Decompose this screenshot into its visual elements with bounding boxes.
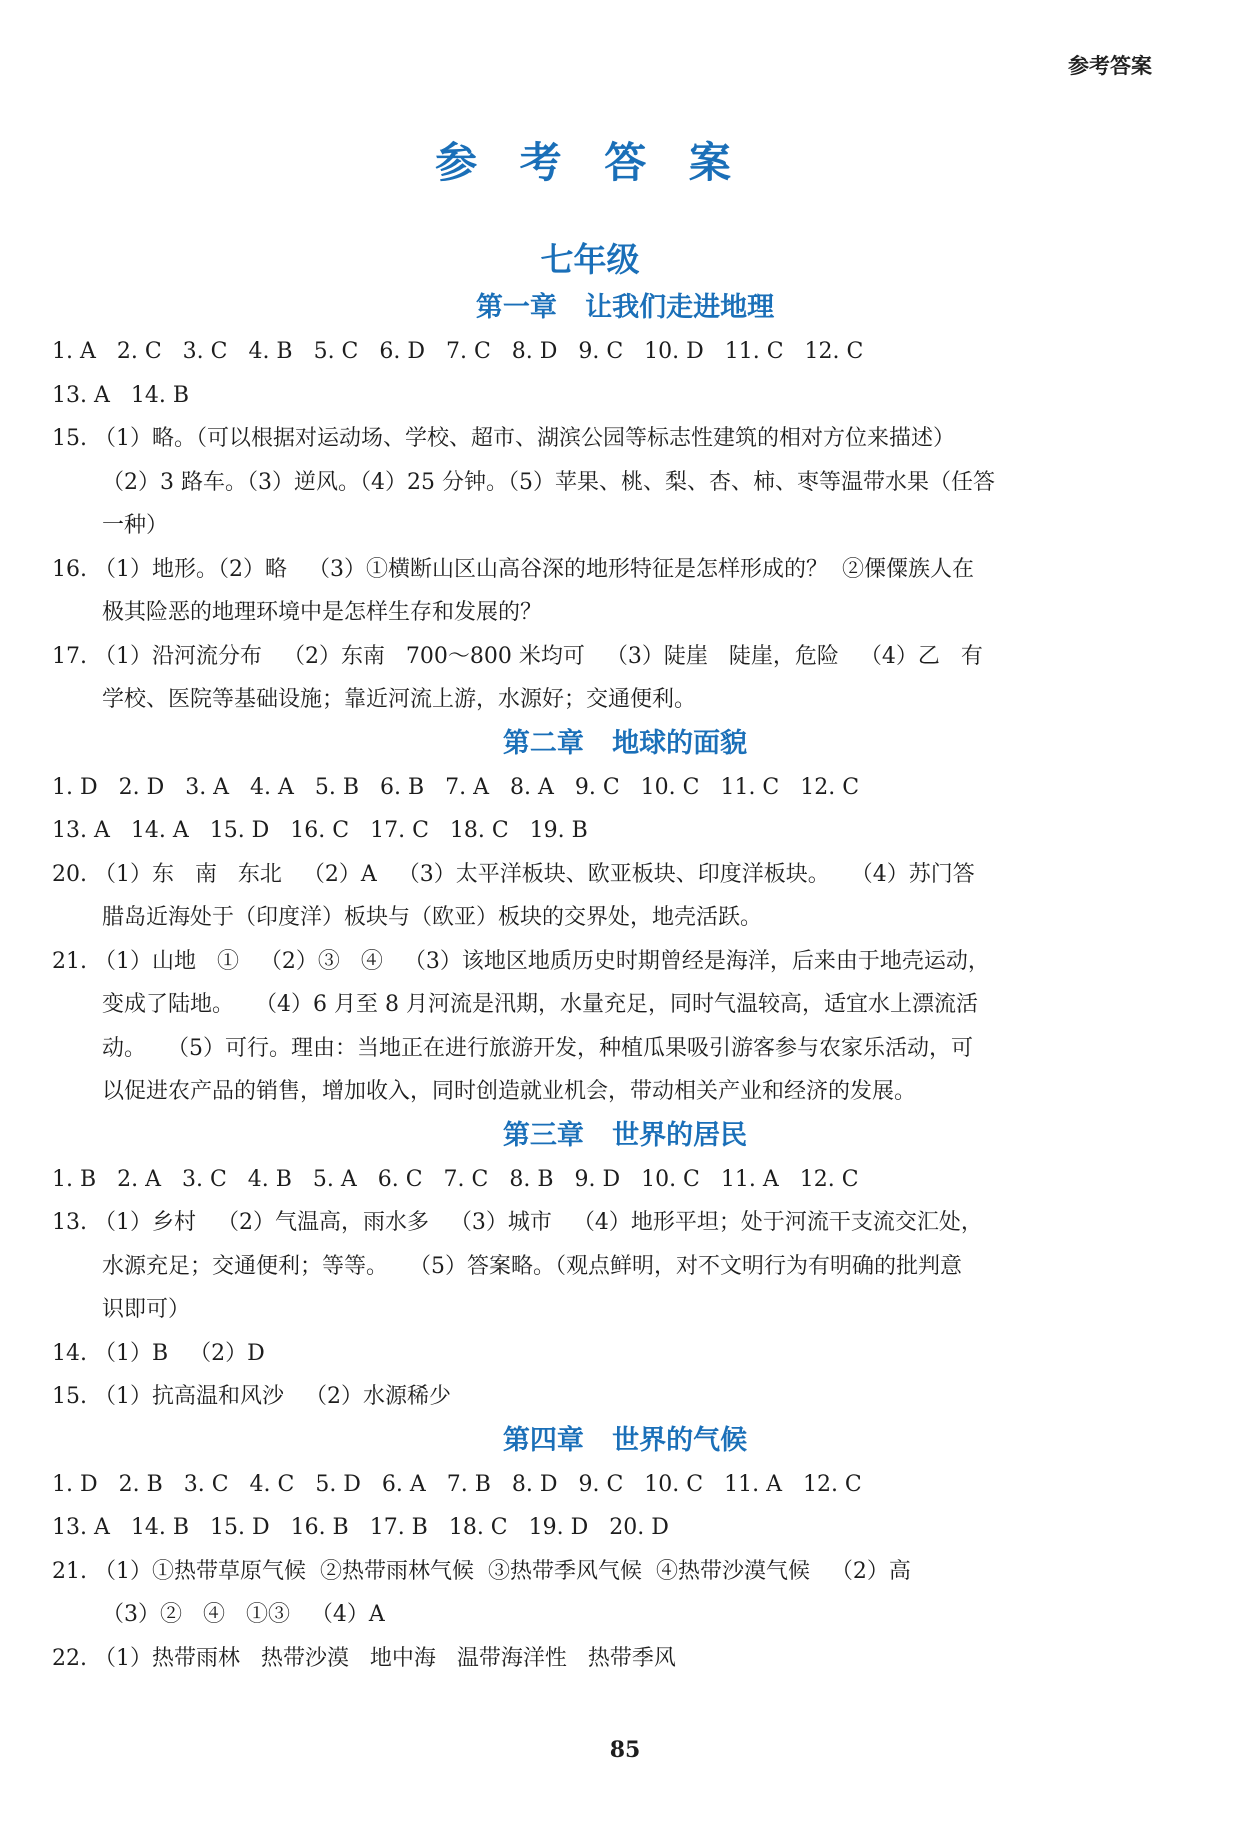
chapter-1-heading: 第一章 让我们走进地理 bbox=[475, 292, 775, 323]
answer-line: 13. A 14. B bbox=[52, 382, 189, 408]
running-header: 参考答案 bbox=[1068, 54, 1152, 78]
answer-line: 极其险恶的地理环境中是怎样生存和发展的？ bbox=[102, 600, 543, 625]
answer-line: 动。 （5）可行。理由：当地正在进行旅游开发，种植瓜果吸引游客参与农家乐活动，可 bbox=[102, 1035, 973, 1061]
chapter-4-heading: 第四章 世界的气候 bbox=[502, 1424, 748, 1456]
answer-line: 15. （1）略。（可以根据对运动场、学校、超市、湖滨公园等标志性建筑的相对方位来描述） bbox=[52, 426, 955, 451]
grade-heading: 七年级 bbox=[540, 240, 640, 279]
answer-line: 17. （1）沿河流分布 （2）东南 700～800 米均可 （3）陡崖 陡崖，危险 （4）乙 有 bbox=[52, 643, 983, 669]
answer-line: 22. （1）热带雨林 热带沙漠 地中海 温带海洋性 热带季风 bbox=[52, 1645, 676, 1671]
answer-line: 1. B 2. A 3. C 4. B 5. A 6. C 7. C 8. B 9. D 10. C 11. A 12. C bbox=[52, 1166, 859, 1192]
chapter-3-heading: 第三章 世界的居民 bbox=[502, 1119, 748, 1151]
answer-line: 1. D 2. D 3. A 4. A 5. B 6. B 7. A 8. A 9. C 10. C 11. C 12. C bbox=[52, 774, 860, 800]
answer-line: 16. （1）地形。（2）略 （3）①横断山区山高谷深的地形特征是怎样形成的？ ②傈僳族人在 bbox=[52, 556, 974, 582]
answer-line: 1. D 2. B 3. C 4. C 5. D 6. A 7. B 8. D 9. C 10. C 11. A 12. C bbox=[52, 1471, 862, 1497]
answer-line: 13. A 14. B 15. D 16. B 17. B 18. C 19. D 20. D bbox=[52, 1515, 669, 1540]
answer-line: 一种） bbox=[102, 513, 169, 538]
page-number: 85 bbox=[609, 1737, 641, 1763]
answer-line: 15. （1）抗高温和风沙 （2）水源稀少 bbox=[52, 1384, 451, 1409]
answer-line: 13. A 14. A 15. D 16. C 17. C 18. C 19. B bbox=[52, 818, 588, 843]
answer-line: 水源充足；交通便利；等等。 （5）答案略。（观点鲜明，对不文明行为有明确的批判意 bbox=[102, 1253, 962, 1279]
answer-line: 腊岛近海处于（印度洋）板块与（欧亚）板块的交界处，地壳活跃。 bbox=[102, 905, 763, 930]
answer-line: 识即可） bbox=[102, 1297, 191, 1322]
answer-line: 21. （1）山地 ① （2）③ ④ （3）该地区地质历史时期曾经是海洋，后来由于地壳运动， bbox=[52, 948, 990, 974]
answer-line: 以促进农产品的销售，增加收入，同时创造就业机会，带动相关产业和经济的发展。 bbox=[102, 1079, 917, 1104]
answer-line: 1. A 2. C 3. C 4. B 5. C 6. D 7. C 8. D 9. C 10. D 11. C 12. C bbox=[52, 339, 864, 364]
answer-line: 14. （1）B （2）D bbox=[52, 1340, 265, 1366]
answer-line: 13. （1）乡村 （2）气温高，雨水多 （3）城市 （4）地形平坦；处于河流干支流交汇处， bbox=[52, 1210, 983, 1235]
chapter-2-heading: 第二章 地球的面貌 bbox=[502, 727, 748, 759]
page-title: 参 考 答 案 bbox=[435, 138, 745, 187]
answer-line: 学校、医院等基础设施；靠近河流上游，水源好；交通便利。 bbox=[102, 687, 697, 712]
answer-line: （3）② ④ ①③ （4）A bbox=[102, 1602, 385, 1627]
answer-line: 20. （1）东 南 东北 （2）A （3）太平洋板块、欧亚板块、印度洋板块。 （4）苏门答 bbox=[52, 861, 975, 887]
answer-content bbox=[52, 286, 1138, 1680]
answer-line: 21. （1）①热带草原气候 ②热带雨林气候 ③热带季风气候 ④热带沙漠气候 （2）高 bbox=[52, 1558, 911, 1584]
answer-line: （2）3 路车。（3）逆风。（4）25 分钟。（5）苹果、桃、梨、杏、柿、枣等温带水果（任答 bbox=[102, 469, 995, 495]
answer-line: 变成了陆地。 （4）6 月至 8 月河流是汛期，水量充足，同时气温较高，适宜水上漂流活 bbox=[102, 992, 978, 1017]
